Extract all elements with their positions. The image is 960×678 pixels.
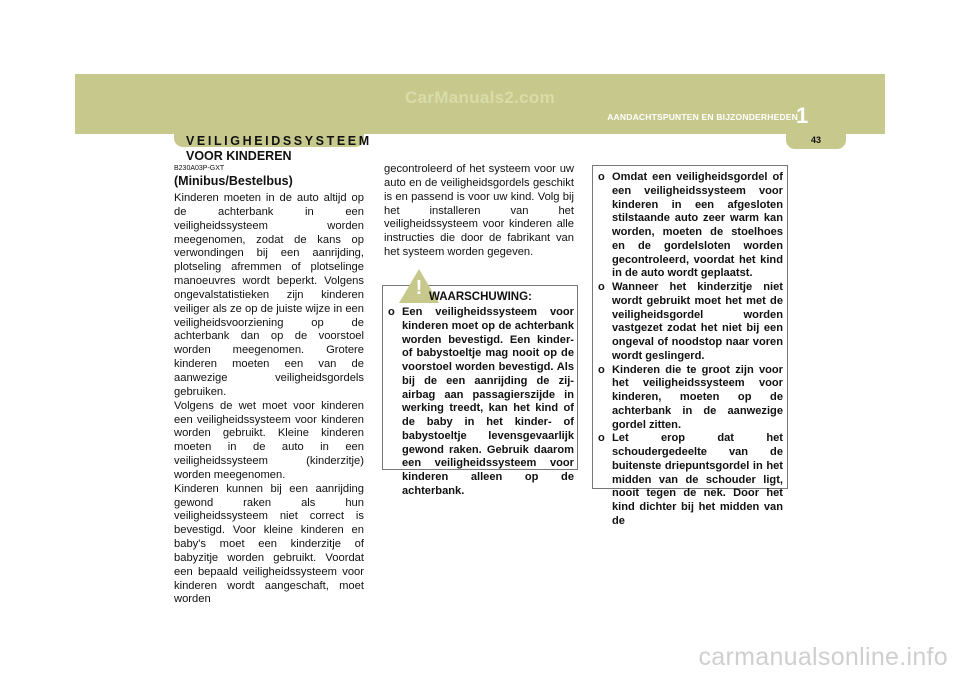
bullet: o — [598, 171, 605, 183]
bullet: o — [598, 281, 605, 293]
list-item-text: Omdat een veiligheidsgordel of een veiligheidssysteem voor kinderen in een afgesloten stilstaande auto zeer warm kan worden, moeten de stoelhoes en de gordelsloten worden gecontroleerd, voordat het kind in de auto wordt geplaatst. — [612, 171, 783, 280]
caution-list-box — [592, 165, 788, 527]
list-item — [598, 171, 783, 281]
list-item-text: Wanneer het kinderzitje niet wordt gebruikt moet het met de veiligheidsgordel worden vastgezet zodat het niet bij een ongeval of noodstop naar voren wordt geslingerd. — [612, 281, 783, 362]
warning-item-text: Een veiligheidssysteem voor kinderen moet op de achterbank worden bevestigd. Een kinder- of babystoeltje mag nooit op de voorstoel worden bevestigd. Als bij de een aanrijding de zij-airbag aan passagierszijde in werking treedt, kan het kind of de baby in het kinder- of babystoeltje levensgevaarlijk gewond raken. Gebruik daarom een veiligheidssysteem voor kinderen alleen op de achterbank. — [402, 306, 574, 497]
bullet: o — [598, 363, 605, 376]
subheading: (Minibus/Bestelbus) — [174, 174, 293, 188]
column-1-body — [174, 192, 364, 607]
watermark-carmanualsonline[interactable]: carmanualsonline.info — [698, 643, 948, 671]
chapter-number: 1 — [796, 103, 809, 128]
section-title-line2: VOOR KINDEREN — [186, 149, 292, 163]
text-column-1 — [174, 164, 364, 607]
list-item — [598, 364, 783, 433]
paragraph: Kinderen kunnen bij een aanrijding gewond raken als hun veiligheidssysteem niet correct is bevestigd. Voor kleine kinderen en baby's moet een kinderzitje of babyzitje worden gebruikt. Voordat een bepaald veiligheidssysteem voor kinderen wordt aangeschaft, moet worden — [174, 482, 364, 606]
caution-list — [598, 171, 783, 529]
list-item — [598, 432, 783, 528]
paragraph: Kinderen moeten in de auto altijd op de achterbank in een veiligheidssysteem worden meegenomen, zodat de kans op verwondingen bij een aanrijding, plotseling afremmen of plotselinge manoeuvres wordt beperkt. Volgens ongevalstatistieken zijn kinderen veiliger als ze op de juiste wijze in een veiligheidsvoorziening op de achterbank dan op de voorstoel worden meegenomen. Grotere kinderen moeten een van de aanwezige veiligheidsgordels gebruiken. — [174, 192, 364, 398]
list-item — [388, 306, 574, 499]
warning-text — [388, 306, 574, 499]
warning-title: WAARSCHUWING: — [429, 291, 532, 303]
bullet: o — [598, 432, 605, 445]
bullet: o — [388, 306, 395, 318]
page-number: 43 — [810, 135, 821, 145]
paragraph: Volgens de wet moet voor kinderen een veiligheidssysteem voor kinderen worden gebruikt. Kleine kinderen moeten in de auto in een veiligheidssysteem (kinderzitje) worden meegenomen. — [174, 399, 364, 481]
list-item-text: Kinderen die te groot zijn voor het veiligheidssysteem voor kinderen, moeten op de achterbank in de aanwezige gordel zitten. — [612, 363, 783, 431]
warning-box — [382, 277, 578, 497]
list-item — [598, 281, 783, 364]
text-column-2 — [384, 163, 574, 260]
list-item-text: Let erop dat het schoudergedeelte van de buitenste driepuntsgordel in het midden van de schouder ligt, nooit tegen de nek. Door het kind dichter bij het midden van de — [612, 432, 783, 527]
section-code: B230A03P-GXT — [174, 165, 225, 172]
paragraph: gecontroleerd of het systeem voor uw auto en de veiligheidsgordels geschikt is en passend is voor uw kind. Volg bij het installeren van het veiligheidssysteem voor kinderen alle instructies die door de fabrikant van het systeem worden gegeven. — [384, 163, 574, 259]
watermark-carmanuals2[interactable]: CarManuals2.com — [405, 88, 555, 107]
chapter-title: AANDACHTSPUNTEN EN BIJZONDERHEDEN — [607, 112, 798, 122]
section-title — [186, 134, 372, 164]
section-title-line1: VEILIGHEIDSSYSTEEM — [186, 134, 372, 148]
exclamation-icon: ! — [415, 277, 423, 299]
